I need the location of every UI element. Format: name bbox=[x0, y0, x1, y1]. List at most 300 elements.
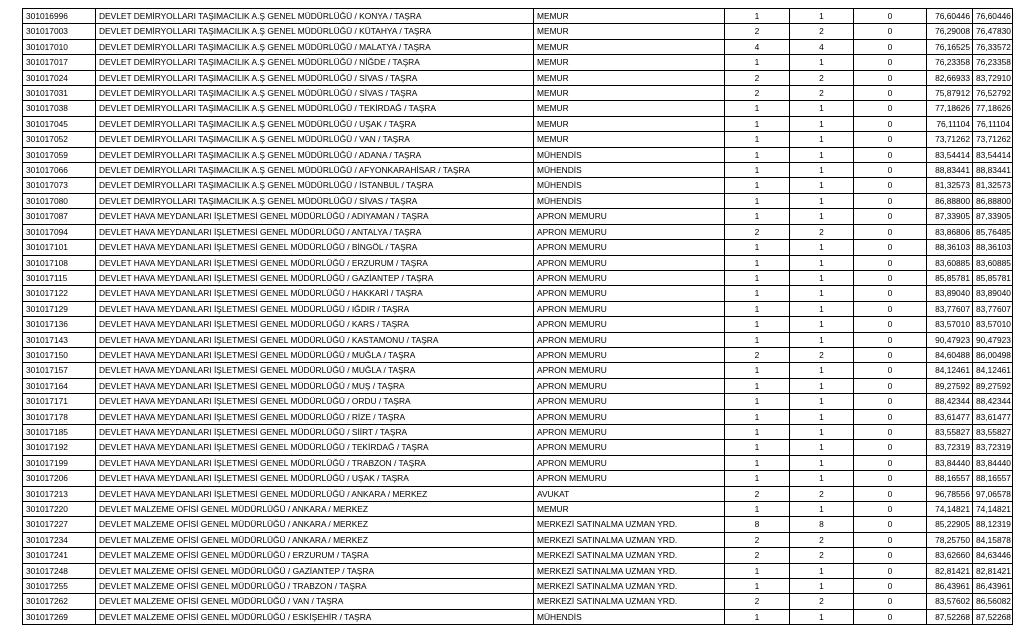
position-code-cell: 301017241 bbox=[23, 548, 96, 563]
table-row bbox=[23, 240, 1013, 255]
position-code-cell: 301017129 bbox=[23, 301, 96, 316]
institution-cell: DEVLET DEMİRYOLLARI TAŞIMACILIK A.Ş GENEL MÜDÜRLÜĞÜ / ADANA / TAŞRA bbox=[96, 147, 534, 162]
institution-cell: DEVLET DEMİRYOLLARI TAŞIMACILIK A.Ş GENEL MÜDÜRLÜĞÜ / TEKİRDAĞ / TAŞRA bbox=[96, 101, 534, 116]
min-score-cell: 83,57010 bbox=[927, 317, 973, 332]
placed-cell: 1 bbox=[790, 471, 854, 486]
vacant-cell: 0 bbox=[854, 132, 927, 147]
institution-cell: DEVLET MALZEME OFİSİ GENEL MÜDÜRLÜĞÜ / ANKARA / MERKEZ bbox=[96, 517, 534, 532]
table-row bbox=[23, 532, 1013, 547]
min-score-cell: 83,57602 bbox=[927, 594, 973, 609]
position-code-cell: 301017157 bbox=[23, 363, 96, 378]
max-score-cell: 81,32573 bbox=[973, 178, 1013, 193]
institution-cell: DEVLET DEMİRYOLLARI TAŞIMACILIK A.Ş GENEL MÜDÜRLÜĞÜ / İSTANBUL / TAŞRA bbox=[96, 178, 534, 193]
min-score-cell: 76,60446 bbox=[927, 9, 973, 24]
institution-cell: DEVLET MALZEME OFİSİ GENEL MÜDÜRLÜĞÜ / TRABZON / TAŞRA bbox=[96, 579, 534, 594]
institution-cell: DEVLET HAVA MEYDANLARI İŞLETMESİ GENEL MÜDÜRLÜĞÜ / ORDU / TAŞRA bbox=[96, 394, 534, 409]
placed-cell: 1 bbox=[790, 9, 854, 24]
placed-cell: 1 bbox=[790, 378, 854, 393]
quota-cell: 1 bbox=[725, 132, 790, 147]
max-score-cell: 88,12319 bbox=[973, 517, 1013, 532]
position-code-cell: 301017227 bbox=[23, 517, 96, 532]
max-score-cell: 73,71262 bbox=[973, 132, 1013, 147]
max-score-cell: 85,85781 bbox=[973, 270, 1013, 285]
position-title-cell: APRON MEMURU bbox=[534, 347, 725, 362]
placement-table bbox=[22, 8, 1013, 625]
min-score-cell: 83,54414 bbox=[927, 147, 973, 162]
position-code-cell: 301017178 bbox=[23, 409, 96, 424]
table-row bbox=[23, 455, 1013, 470]
position-title-cell: MÜHENDİS bbox=[534, 609, 725, 624]
vacant-cell: 0 bbox=[854, 255, 927, 270]
position-code-cell: 301016996 bbox=[23, 9, 96, 24]
position-code-cell: 301017010 bbox=[23, 39, 96, 54]
table-row bbox=[23, 301, 1013, 316]
position-code-cell: 301017122 bbox=[23, 286, 96, 301]
placed-cell: 1 bbox=[790, 332, 854, 347]
position-code-cell: 301017003 bbox=[23, 24, 96, 39]
min-score-cell: 89,27592 bbox=[927, 378, 973, 393]
placed-cell: 1 bbox=[790, 178, 854, 193]
institution-cell: DEVLET HAVA MEYDANLARI İŞLETMESİ GENEL MÜDÜRLÜĞÜ / SİİRT / TAŞRA bbox=[96, 424, 534, 439]
min-score-cell: 76,11104 bbox=[927, 116, 973, 131]
max-score-cell: 87,52268 bbox=[973, 609, 1013, 624]
placed-cell: 1 bbox=[790, 363, 854, 378]
position-title-cell: MEMUR bbox=[534, 24, 725, 39]
table-row bbox=[23, 209, 1013, 224]
table-row bbox=[23, 486, 1013, 501]
min-score-cell: 76,16525 bbox=[927, 39, 973, 54]
placed-cell: 2 bbox=[790, 486, 854, 501]
min-score-cell: 83,55827 bbox=[927, 424, 973, 439]
min-score-cell: 83,72319 bbox=[927, 440, 973, 455]
placed-cell: 1 bbox=[790, 116, 854, 131]
quota-cell: 1 bbox=[725, 363, 790, 378]
table-row bbox=[23, 132, 1013, 147]
position-title-cell: APRON MEMURU bbox=[534, 471, 725, 486]
min-score-cell: 83,86806 bbox=[927, 224, 973, 239]
vacant-cell: 0 bbox=[854, 240, 927, 255]
max-score-cell: 74,14821 bbox=[973, 502, 1013, 517]
position-title-cell: AVUKAT bbox=[534, 486, 725, 501]
quota-cell: 1 bbox=[725, 455, 790, 470]
quota-cell: 1 bbox=[725, 101, 790, 116]
placed-cell: 1 bbox=[790, 193, 854, 208]
max-score-cell: 88,16557 bbox=[973, 471, 1013, 486]
position-code-cell: 301017220 bbox=[23, 502, 96, 517]
institution-cell: DEVLET MALZEME OFİSİ GENEL MÜDÜRLÜĞÜ / ANKARA / MERKEZ bbox=[96, 532, 534, 547]
min-score-cell: 81,32573 bbox=[927, 178, 973, 193]
vacant-cell: 0 bbox=[854, 563, 927, 578]
placed-cell: 1 bbox=[790, 147, 854, 162]
quota-cell: 1 bbox=[725, 609, 790, 624]
table-row bbox=[23, 55, 1013, 70]
position-title-cell: MERKEZİ SATINALMA UZMAN YRD. bbox=[534, 579, 725, 594]
min-score-cell: 83,77607 bbox=[927, 301, 973, 316]
vacant-cell: 0 bbox=[854, 9, 927, 24]
placed-cell: 2 bbox=[790, 24, 854, 39]
max-score-cell: 86,88800 bbox=[973, 193, 1013, 208]
position-title-cell: APRON MEMURU bbox=[534, 209, 725, 224]
position-code-cell: 301017101 bbox=[23, 240, 96, 255]
quota-cell: 1 bbox=[725, 301, 790, 316]
position-title-cell: APRON MEMURU bbox=[534, 317, 725, 332]
max-score-cell: 83,55827 bbox=[973, 424, 1013, 439]
institution-cell: DEVLET HAVA MEYDANLARI İŞLETMESİ GENEL MÜDÜRLÜĞÜ / KASTAMONU / TAŞRA bbox=[96, 332, 534, 347]
quota-cell: 1 bbox=[725, 209, 790, 224]
min-score-cell: 76,23358 bbox=[927, 55, 973, 70]
institution-cell: DEVLET HAVA MEYDANLARI İŞLETMESİ GENEL MÜDÜRLÜĞÜ / ANKARA / MERKEZ bbox=[96, 486, 534, 501]
max-score-cell: 88,36103 bbox=[973, 240, 1013, 255]
institution-cell: DEVLET HAVA MEYDANLARI İŞLETMESİ GENEL MÜDÜRLÜĞÜ / GAZİANTEP / TAŞRA bbox=[96, 270, 534, 285]
quota-cell: 1 bbox=[725, 9, 790, 24]
position-title-cell: APRON MEMURU bbox=[534, 409, 725, 424]
min-score-cell: 96,78556 bbox=[927, 486, 973, 501]
vacant-cell: 0 bbox=[854, 548, 927, 563]
position-title-cell: MERKEZİ SATINALMA UZMAN YRD. bbox=[534, 532, 725, 547]
table-row bbox=[23, 270, 1013, 285]
quota-cell: 1 bbox=[725, 424, 790, 439]
placed-cell: 1 bbox=[790, 409, 854, 424]
position-title-cell: APRON MEMURU bbox=[534, 363, 725, 378]
institution-cell: DEVLET DEMİRYOLLARI TAŞIMACILIK A.Ş GENEL MÜDÜRLÜĞÜ / SİVAS / TAŞRA bbox=[96, 70, 534, 85]
quota-cell: 1 bbox=[725, 270, 790, 285]
vacant-cell: 0 bbox=[854, 101, 927, 116]
vacant-cell: 0 bbox=[854, 517, 927, 532]
institution-cell: DEVLET HAVA MEYDANLARI İŞLETMESİ GENEL MÜDÜRLÜĞÜ / HAKKARİ / TAŞRA bbox=[96, 286, 534, 301]
placed-cell: 2 bbox=[790, 594, 854, 609]
min-score-cell: 85,85781 bbox=[927, 270, 973, 285]
vacant-cell: 0 bbox=[854, 594, 927, 609]
position-title-cell: APRON MEMURU bbox=[534, 286, 725, 301]
institution-cell: DEVLET MALZEME OFİSİ GENEL MÜDÜRLÜĞÜ / GAZİANTEP / TAŞRA bbox=[96, 563, 534, 578]
position-code-cell: 301017136 bbox=[23, 317, 96, 332]
placed-cell: 1 bbox=[790, 563, 854, 578]
placed-cell: 2 bbox=[790, 347, 854, 362]
table-row bbox=[23, 548, 1013, 563]
vacant-cell: 0 bbox=[854, 270, 927, 285]
position-title-cell: MÜHENDİS bbox=[534, 193, 725, 208]
table-row bbox=[23, 86, 1013, 101]
table-row bbox=[23, 563, 1013, 578]
table-row bbox=[23, 255, 1013, 270]
position-code-cell: 301017066 bbox=[23, 163, 96, 178]
position-code-cell: 301017031 bbox=[23, 86, 96, 101]
position-title-cell: APRON MEMURU bbox=[534, 240, 725, 255]
position-code-cell: 301017087 bbox=[23, 209, 96, 224]
position-code-cell: 301017143 bbox=[23, 332, 96, 347]
position-code-cell: 301017269 bbox=[23, 609, 96, 624]
table-row bbox=[23, 9, 1013, 24]
position-title-cell: APRON MEMURU bbox=[534, 255, 725, 270]
position-title-cell: APRON MEMURU bbox=[534, 378, 725, 393]
position-title-cell: MÜHENDİS bbox=[534, 178, 725, 193]
position-title-cell: MÜHENDİS bbox=[534, 147, 725, 162]
vacant-cell: 0 bbox=[854, 424, 927, 439]
vacant-cell: 0 bbox=[854, 116, 927, 131]
placed-cell: 1 bbox=[790, 394, 854, 409]
table-row bbox=[23, 163, 1013, 178]
quota-cell: 1 bbox=[725, 579, 790, 594]
table-row bbox=[23, 378, 1013, 393]
position-code-cell: 301017080 bbox=[23, 193, 96, 208]
quota-cell: 1 bbox=[725, 163, 790, 178]
table-row bbox=[23, 609, 1013, 624]
placed-cell: 1 bbox=[790, 270, 854, 285]
vacant-cell: 0 bbox=[854, 471, 927, 486]
position-title-cell: APRON MEMURU bbox=[534, 440, 725, 455]
max-score-cell: 83,61477 bbox=[973, 409, 1013, 424]
placed-cell: 8 bbox=[790, 517, 854, 532]
min-score-cell: 84,12461 bbox=[927, 363, 973, 378]
vacant-cell: 0 bbox=[854, 209, 927, 224]
table-row bbox=[23, 24, 1013, 39]
quota-cell: 2 bbox=[725, 24, 790, 39]
min-score-cell: 82,81421 bbox=[927, 563, 973, 578]
position-code-cell: 301017024 bbox=[23, 70, 96, 85]
min-score-cell: 83,89040 bbox=[927, 286, 973, 301]
table-row bbox=[23, 502, 1013, 517]
institution-cell: DEVLET HAVA MEYDANLARI İŞLETMESİ GENEL MÜDÜRLÜĞÜ / MUŞ / TAŞRA bbox=[96, 378, 534, 393]
placed-cell: 1 bbox=[790, 132, 854, 147]
min-score-cell: 83,62660 bbox=[927, 548, 973, 563]
position-title-cell: APRON MEMURU bbox=[534, 424, 725, 439]
institution-cell: DEVLET DEMİRYOLLARI TAŞIMACILIK A.Ş GENEL MÜDÜRLÜĞÜ / AFYONKARAHİSAR / TAŞRA bbox=[96, 163, 534, 178]
quota-cell: 1 bbox=[725, 255, 790, 270]
min-score-cell: 86,43961 bbox=[927, 579, 973, 594]
position-code-cell: 301017234 bbox=[23, 532, 96, 547]
position-title-cell: MEMUR bbox=[534, 55, 725, 70]
max-score-cell: 82,81421 bbox=[973, 563, 1013, 578]
table-row bbox=[23, 224, 1013, 239]
max-score-cell: 90,47923 bbox=[973, 332, 1013, 347]
max-score-cell: 76,11104 bbox=[973, 116, 1013, 131]
position-title-cell: MÜHENDİS bbox=[534, 163, 725, 178]
max-score-cell: 83,72910 bbox=[973, 70, 1013, 85]
table-row bbox=[23, 440, 1013, 455]
position-code-cell: 301017094 bbox=[23, 224, 96, 239]
institution-cell: DEVLET HAVA MEYDANLARI İŞLETMESİ GENEL MÜDÜRLÜĞÜ / RİZE / TAŞRA bbox=[96, 409, 534, 424]
min-score-cell: 88,36103 bbox=[927, 240, 973, 255]
quota-cell: 1 bbox=[725, 193, 790, 208]
vacant-cell: 0 bbox=[854, 317, 927, 332]
min-score-cell: 77,18626 bbox=[927, 101, 973, 116]
quota-cell: 2 bbox=[725, 86, 790, 101]
max-score-cell: 84,15878 bbox=[973, 532, 1013, 547]
table-row bbox=[23, 332, 1013, 347]
institution-cell: DEVLET MALZEME OFİSİ GENEL MÜDÜRLÜĞÜ / ERZURUM / TAŞRA bbox=[96, 548, 534, 563]
position-code-cell: 301017255 bbox=[23, 579, 96, 594]
max-score-cell: 89,27592 bbox=[973, 378, 1013, 393]
vacant-cell: 0 bbox=[854, 86, 927, 101]
max-score-cell: 86,00498 bbox=[973, 347, 1013, 362]
institution-cell: DEVLET DEMİRYOLLARI TAŞIMACILIK A.Ş GENEL MÜDÜRLÜĞÜ / NİĞDE / TAŞRA bbox=[96, 55, 534, 70]
table-body bbox=[23, 9, 1013, 625]
min-score-cell: 83,84440 bbox=[927, 455, 973, 470]
vacant-cell: 0 bbox=[854, 440, 927, 455]
position-title-cell: APRON MEMURU bbox=[534, 301, 725, 316]
position-code-cell: 301017206 bbox=[23, 471, 96, 486]
position-code-cell: 301017248 bbox=[23, 563, 96, 578]
max-score-cell: 88,83441 bbox=[973, 163, 1013, 178]
placed-cell: 2 bbox=[790, 532, 854, 547]
placed-cell: 1 bbox=[790, 440, 854, 455]
institution-cell: DEVLET HAVA MEYDANLARI İŞLETMESİ GENEL MÜDÜRLÜĞÜ / BİNGÖL / TAŞRA bbox=[96, 240, 534, 255]
quota-cell: 2 bbox=[725, 548, 790, 563]
vacant-cell: 0 bbox=[854, 301, 927, 316]
position-code-cell: 301017150 bbox=[23, 347, 96, 362]
vacant-cell: 0 bbox=[854, 532, 927, 547]
table-row bbox=[23, 394, 1013, 409]
vacant-cell: 0 bbox=[854, 347, 927, 362]
vacant-cell: 0 bbox=[854, 39, 927, 54]
position-title-cell: APRON MEMURU bbox=[534, 224, 725, 239]
vacant-cell: 0 bbox=[854, 224, 927, 239]
vacant-cell: 0 bbox=[854, 363, 927, 378]
table-row bbox=[23, 363, 1013, 378]
vacant-cell: 0 bbox=[854, 409, 927, 424]
quota-cell: 1 bbox=[725, 147, 790, 162]
position-code-cell: 301017192 bbox=[23, 440, 96, 455]
table-row bbox=[23, 471, 1013, 486]
position-title-cell: APRON MEMURU bbox=[534, 455, 725, 470]
institution-cell: DEVLET HAVA MEYDANLARI İŞLETMESİ GENEL MÜDÜRLÜĞÜ / ERZURUM / TAŞRA bbox=[96, 255, 534, 270]
min-score-cell: 88,16557 bbox=[927, 471, 973, 486]
position-code-cell: 301017052 bbox=[23, 132, 96, 147]
min-score-cell: 84,60488 bbox=[927, 347, 973, 362]
vacant-cell: 0 bbox=[854, 378, 927, 393]
min-score-cell: 85,22905 bbox=[927, 517, 973, 532]
placed-cell: 2 bbox=[790, 86, 854, 101]
position-code-cell: 301017199 bbox=[23, 455, 96, 470]
table-row bbox=[23, 594, 1013, 609]
quota-cell: 2 bbox=[725, 347, 790, 362]
position-title-cell: MEMUR bbox=[534, 70, 725, 85]
max-score-cell: 84,12461 bbox=[973, 363, 1013, 378]
placed-cell: 1 bbox=[790, 255, 854, 270]
institution-cell: DEVLET HAVA MEYDANLARI İŞLETMESİ GENEL MÜDÜRLÜĞÜ / MUĞLA / TAŞRA bbox=[96, 363, 534, 378]
institution-cell: DEVLET HAVA MEYDANLARI İŞLETMESİ GENEL MÜDÜRLÜĞÜ / KARS / TAŞRA bbox=[96, 317, 534, 332]
position-code-cell: 301017185 bbox=[23, 424, 96, 439]
institution-cell: DEVLET DEMİRYOLLARI TAŞIMACILIK A.Ş GENEL MÜDÜRLÜĞÜ / SİVAS / TAŞRA bbox=[96, 86, 534, 101]
position-code-cell: 301017108 bbox=[23, 255, 96, 270]
vacant-cell: 0 bbox=[854, 193, 927, 208]
vacant-cell: 0 bbox=[854, 55, 927, 70]
position-title-cell: MERKEZİ SATINALMA UZMAN YRD. bbox=[534, 548, 725, 563]
vacant-cell: 0 bbox=[854, 486, 927, 501]
min-score-cell: 87,52268 bbox=[927, 609, 973, 624]
position-code-cell: 301017164 bbox=[23, 378, 96, 393]
vacant-cell: 0 bbox=[854, 455, 927, 470]
max-score-cell: 83,57010 bbox=[973, 317, 1013, 332]
quota-cell: 1 bbox=[725, 563, 790, 578]
position-title-cell: MEMUR bbox=[534, 9, 725, 24]
quota-cell: 1 bbox=[725, 378, 790, 393]
table-row bbox=[23, 579, 1013, 594]
min-score-cell: 90,47923 bbox=[927, 332, 973, 347]
quota-cell: 2 bbox=[725, 224, 790, 239]
institution-cell: DEVLET MALZEME OFİSİ GENEL MÜDÜRLÜĞÜ / VAN / TAŞRA bbox=[96, 594, 534, 609]
table-row bbox=[23, 409, 1013, 424]
position-title-cell: MEMUR bbox=[534, 101, 725, 116]
max-score-cell: 86,43961 bbox=[973, 579, 1013, 594]
position-code-cell: 301017115 bbox=[23, 270, 96, 285]
max-score-cell: 77,18626 bbox=[973, 101, 1013, 116]
placed-cell: 1 bbox=[790, 240, 854, 255]
min-score-cell: 87,33905 bbox=[927, 209, 973, 224]
placed-cell: 1 bbox=[790, 424, 854, 439]
max-score-cell: 97,06578 bbox=[973, 486, 1013, 501]
table-row bbox=[23, 517, 1013, 532]
position-title-cell: MEMUR bbox=[534, 86, 725, 101]
quota-cell: 1 bbox=[725, 440, 790, 455]
min-score-cell: 74,14821 bbox=[927, 502, 973, 517]
table-row bbox=[23, 39, 1013, 54]
position-code-cell: 301017045 bbox=[23, 116, 96, 131]
institution-cell: DEVLET DEMİRYOLLARI TAŞIMACILIK A.Ş GENEL MÜDÜRLÜĞÜ / SİVAS / TAŞRA bbox=[96, 193, 534, 208]
quota-cell: 2 bbox=[725, 486, 790, 501]
min-score-cell: 76,29008 bbox=[927, 24, 973, 39]
placed-cell: 2 bbox=[790, 548, 854, 563]
position-code-cell: 301017073 bbox=[23, 178, 96, 193]
min-score-cell: 73,71262 bbox=[927, 132, 973, 147]
min-score-cell: 75,87912 bbox=[927, 86, 973, 101]
table-row bbox=[23, 116, 1013, 131]
placed-cell: 1 bbox=[790, 455, 854, 470]
quota-cell: 2 bbox=[725, 70, 790, 85]
max-score-cell: 87,33905 bbox=[973, 209, 1013, 224]
document-page bbox=[22, 8, 1012, 625]
placed-cell: 1 bbox=[790, 209, 854, 224]
institution-cell: DEVLET DEMİRYOLLARI TAŞIMACILIK A.Ş GENEL MÜDÜRLÜĞÜ / MALATYA / TAŞRA bbox=[96, 39, 534, 54]
position-code-cell: 301017038 bbox=[23, 101, 96, 116]
vacant-cell: 0 bbox=[854, 70, 927, 85]
table-row bbox=[23, 178, 1013, 193]
institution-cell: DEVLET HAVA MEYDANLARI İŞLETMESİ GENEL MÜDÜRLÜĞÜ / MUĞLA / TAŞRA bbox=[96, 347, 534, 362]
max-score-cell: 83,54414 bbox=[973, 147, 1013, 162]
position-title-cell: MERKEZİ SATINALMA UZMAN YRD. bbox=[534, 563, 725, 578]
position-title-cell: APRON MEMURU bbox=[534, 394, 725, 409]
placed-cell: 2 bbox=[790, 70, 854, 85]
institution-cell: DEVLET DEMİRYOLLARI TAŞIMACILIK A.Ş GENEL MÜDÜRLÜĞÜ / UŞAK / TAŞRA bbox=[96, 116, 534, 131]
max-score-cell: 83,89040 bbox=[973, 286, 1013, 301]
vacant-cell: 0 bbox=[854, 24, 927, 39]
quota-cell: 4 bbox=[725, 39, 790, 54]
quota-cell: 8 bbox=[725, 517, 790, 532]
max-score-cell: 84,63446 bbox=[973, 548, 1013, 563]
institution-cell: DEVLET HAVA MEYDANLARI İŞLETMESİ GENEL MÜDÜRLÜĞÜ / IĞDIR / TAŞRA bbox=[96, 301, 534, 316]
quota-cell: 1 bbox=[725, 471, 790, 486]
quota-cell: 1 bbox=[725, 240, 790, 255]
min-score-cell: 88,42344 bbox=[927, 394, 973, 409]
table-row bbox=[23, 70, 1013, 85]
placed-cell: 1 bbox=[790, 286, 854, 301]
max-score-cell: 76,23358 bbox=[973, 55, 1013, 70]
position-title-cell: MEMUR bbox=[534, 132, 725, 147]
position-code-cell: 301017017 bbox=[23, 55, 96, 70]
min-score-cell: 83,61477 bbox=[927, 409, 973, 424]
placed-cell: 1 bbox=[790, 301, 854, 316]
table-row bbox=[23, 424, 1013, 439]
placed-cell: 1 bbox=[790, 101, 854, 116]
table-row bbox=[23, 147, 1013, 162]
min-score-cell: 86,88800 bbox=[927, 193, 973, 208]
placed-cell: 4 bbox=[790, 39, 854, 54]
placed-cell: 1 bbox=[790, 55, 854, 70]
placed-cell: 1 bbox=[790, 579, 854, 594]
vacant-cell: 0 bbox=[854, 502, 927, 517]
institution-cell: DEVLET DEMİRYOLLARI TAŞIMACILIK A.Ş GENEL MÜDÜRLÜĞÜ / KONYA / TAŞRA bbox=[96, 9, 534, 24]
vacant-cell: 0 bbox=[854, 178, 927, 193]
